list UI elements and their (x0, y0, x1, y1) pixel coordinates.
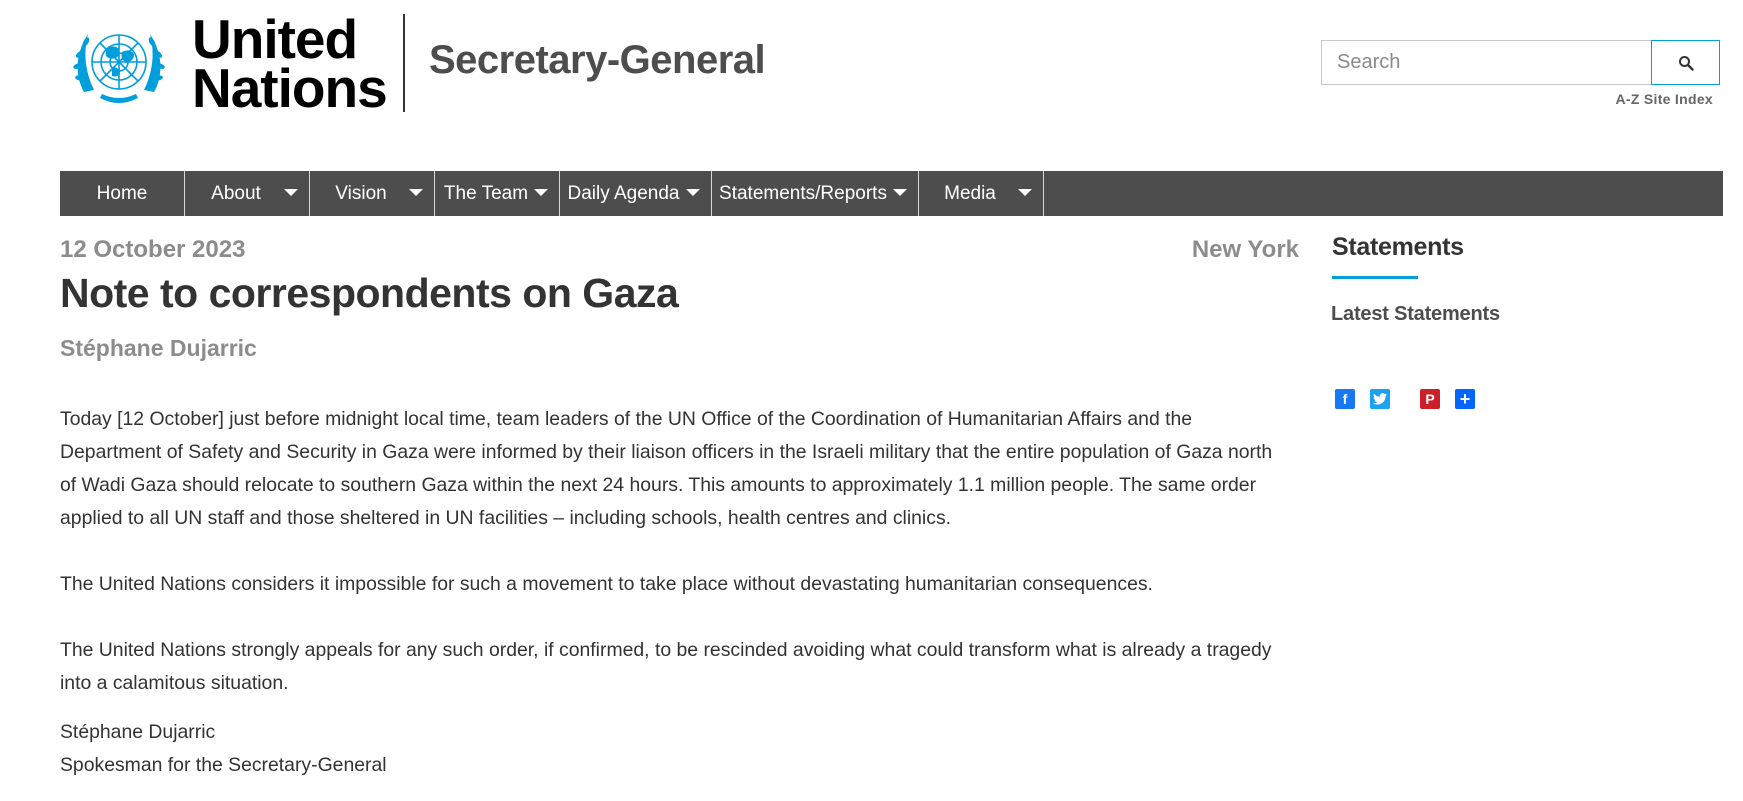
un-emblem-icon (60, 14, 178, 114)
search-icon (1678, 55, 1694, 71)
pinterest-share-button[interactable] (1420, 389, 1440, 409)
signoff-name: Stéphane Dujarric (60, 721, 216, 743)
chevron-down-icon (284, 189, 298, 196)
nav-media-label: Media (944, 182, 996, 204)
un-wordmark-line2: Nations (192, 57, 387, 119)
search-input[interactable] (1321, 40, 1651, 85)
sidebar-heading: Statements (1332, 233, 1464, 261)
plus-icon: + (1459, 388, 1471, 409)
search-form (1321, 40, 1720, 85)
addthis-share-button[interactable] (1455, 389, 1475, 409)
nav-daily-agenda[interactable] (560, 171, 712, 216)
article-title: Note to correspondents on Gaza (60, 270, 679, 316)
chevron-down-icon (1018, 189, 1032, 196)
nav-vision[interactable] (310, 171, 435, 216)
nav-daily-agenda-label: Daily Agenda (567, 182, 680, 204)
article-paragraph: The United Nations strongly appeals for any such order, if confirmed, to be rescinded avoiding what could transform what is already a tragedy into a calamitous situation. (60, 639, 1272, 694)
chevron-down-icon (893, 189, 907, 196)
nav-statements-reports[interactable] (712, 171, 919, 216)
un-wordmark (192, 8, 387, 119)
twitter-share-button[interactable] (1370, 389, 1390, 409)
signoff-title: Spokesman for the Secretary-General (60, 754, 387, 776)
nav-the-team-label: The Team (443, 182, 529, 204)
nav-the-team[interactable] (435, 171, 560, 216)
nav-about[interactable] (185, 171, 310, 216)
article-date: 12 October 2023 (60, 236, 246, 263)
article-paragraph: The United Nations considers it impossible for such a movement to take place without devastating humanitarian consequences. (60, 573, 1153, 595)
pinterest-icon: P (1425, 391, 1435, 407)
nav-home[interactable] (60, 171, 185, 216)
header-divider (403, 14, 405, 112)
latest-statements-link[interactable]: Latest Statements (1331, 303, 1500, 325)
facebook-share-button[interactable] (1335, 389, 1355, 409)
search-button[interactable] (1651, 40, 1720, 85)
nav-vision-label: Vision (335, 182, 387, 204)
sidebar-heading-underline (1332, 276, 1418, 279)
chevron-down-icon (686, 189, 700, 196)
article-signoff (60, 716, 387, 782)
article-body (60, 403, 1275, 733)
nav-statements-reports-label: Statements/Reports (719, 182, 887, 204)
site-title[interactable]: Secretary-General (429, 38, 766, 82)
un-wordmark-line1: United (192, 8, 358, 70)
chevron-down-icon (534, 189, 548, 196)
nav-media[interactable] (919, 171, 1044, 216)
twitter-icon (1373, 393, 1387, 405)
main-navbar (60, 171, 1723, 216)
az-site-index-link[interactable]: A-Z Site Index (1615, 91, 1713, 107)
nav-about-label: About (211, 182, 261, 204)
article-paragraph: Today [12 October] just before midnight local time, team leaders of the UN Office of the Coordination of Humanitarian Affairs and the Department of Safety and Security in Gaza were informed by their liaison officers in the Israeli military that the entire population of Gaza north of Wadi Gaza should relocate to southern Gaza within the next 24 hours. This amounts to approximately 1.1 million people. The same order applied to all UN staff and those sheltered in UN facilities – including schools, health centres and clinics. (60, 408, 1273, 529)
chevron-down-icon (409, 189, 423, 196)
facebook-icon: f (1342, 391, 1348, 407)
share-buttons (1335, 389, 1475, 409)
article-author: Stéphane Dujarric (60, 335, 257, 361)
un-logo[interactable] (60, 8, 387, 119)
article-location: New York (1191, 236, 1299, 263)
nav-home-label: Home (96, 182, 148, 204)
